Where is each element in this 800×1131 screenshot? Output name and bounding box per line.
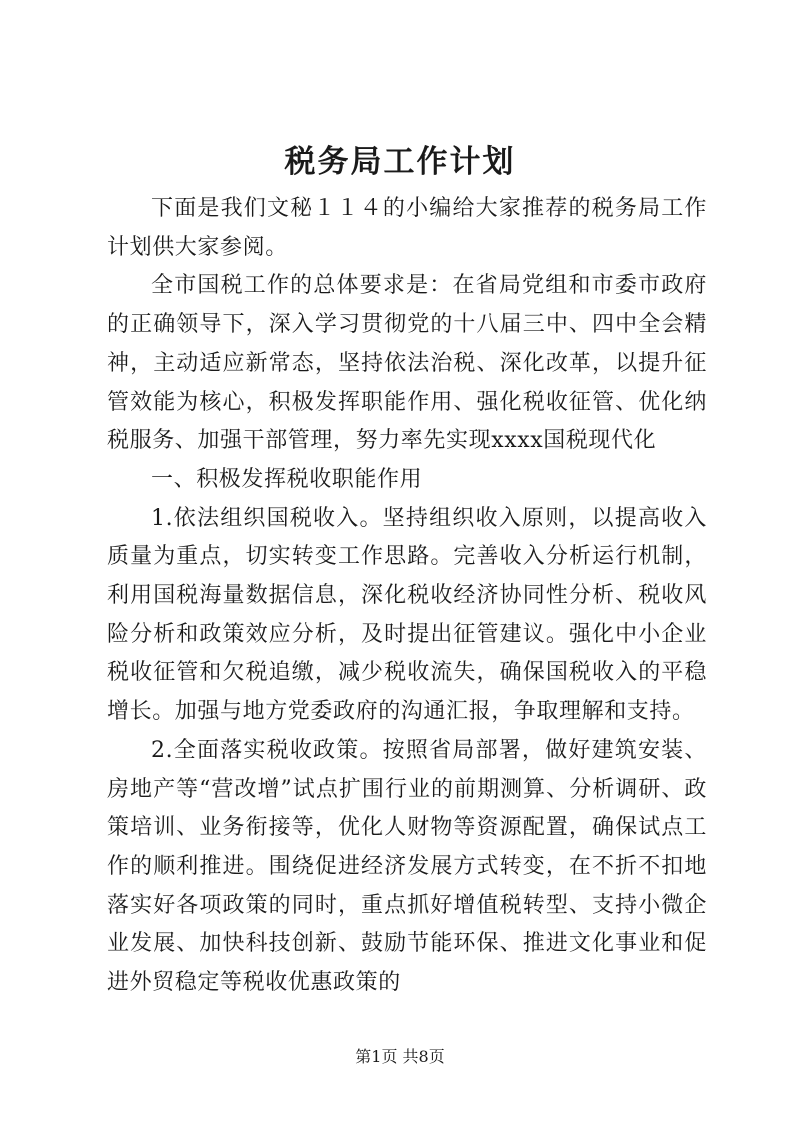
page-footer: 第1页 共8页	[355, 1047, 445, 1066]
document-title: 税务局工作计划	[284, 144, 516, 180]
paragraph-item-2: 2.全面落实税收政策。按照省局部署，做好建筑安装、房地产等“营改增”试点扩围行业的前期测算、分析调研、政策培训、业务衔接等，优化人财物等资源配置，确保试点工作的顺利推进。围绕促进经济发展方式转变，在不折不扣地落实好各项政策的同时，重点抓好增值税转型、支持小微企业发展、加快科技创新、鼓励节能环保、推进文化事业和促进外贸稳定等税收优惠政策的	[107, 737, 707, 996]
document-body	[107, 190, 707, 1003]
section-heading-1: 一、积极发挥税收职能作用	[151, 466, 423, 492]
paragraph-item-1: 1.依法组织国税收入。坚持组织收入原则，以提高收入质量为重点，切实转变工作思路。完善收入分析运行机制，利用国税海量数据信息，深化税收经济协同性分析、税收风险分析和政策效应分析，及时提出征管建议。强化中小企业税收征管和欠税追缴，减少税收流失，确保国税收入的平稳增长。加强与地方党委政府的沟通汇报，争取理解和支持。	[107, 505, 707, 725]
paragraph-intro: 下面是我们文秘１１４的小编给大家推荐的税务局工作计划供大家参阅。	[107, 196, 707, 260]
paragraph-general-requirements: 全市国税工作的总体要求是：在省局党组和市委市政府的正确领导下，深入学习贯彻党的十八届三中、四中全会精神，主动适应新常态，坚持依法治税、深化改革，以提升征管效能为核心，积极发挥职能作用、强化税收征管、优化纳税服务、加强干部管理，努力率先实现xxxx国税现代化	[107, 273, 707, 454]
